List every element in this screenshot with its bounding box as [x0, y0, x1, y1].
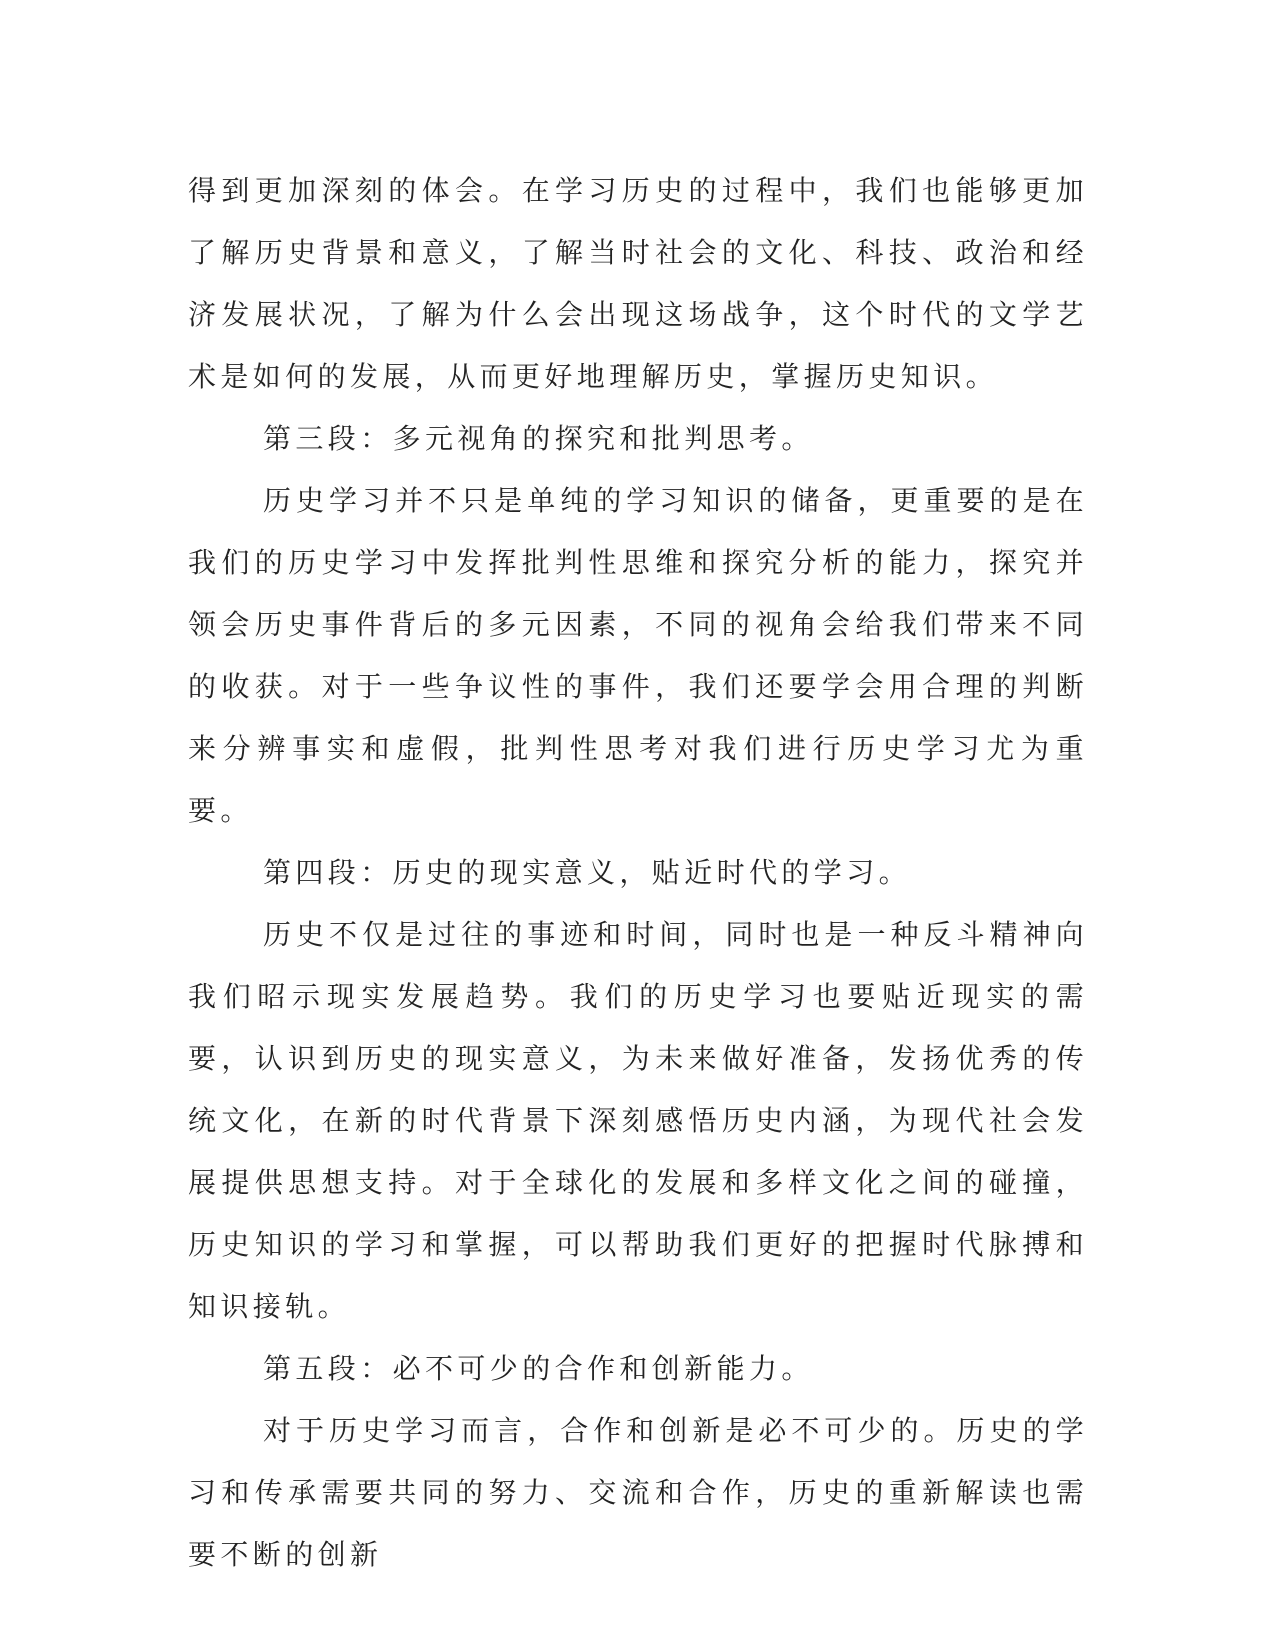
- paragraph-continuation: 得到更加深刻的体会。在学习历史的过程中，我们也能够更加了解历史背景和意义，了解当时社会的文化、科技、政治和经济发展状况，了解为什么会出现这场战争，这个时代的文学艺术是如何的发展，从而更好地理解历史，掌握历史知识。: [188, 174, 1088, 393]
- section-heading-3: 第三段：多元视角的探究和批判思考。: [263, 422, 814, 455]
- paragraph-section-4: 历史不仅是过往的事迹和时间，同时也是一种反斗精神向我们昭示现实发展趋势。我们的历史学习也要贴近现实的需要，认识到历史的现实意义，为未来做好准备，发扬优秀的传统文化，在新的时代背景下深刻感悟历史内涵，为现代社会发展提供思想支持。对于全球化的发展和多样文化之间的碰撞，历史知识的学习和掌握，可以帮助我们更好的把握时代脉搏和知识接轨。: [188, 918, 1088, 1323]
- paragraph-section-3: 历史学习并不只是单纯的学习知识的储备，更重要的是在我们的历史学习中发挥批判性思维和探究分析的能力，探究并领会历史事件背后的多元因素，不同的视角会给我们带来不同的收获。对于一些争议性的事件，我们还要学会用合理的判断来分辨事实和虚假，批判性思考对我们进行历史学习尤为重要。: [188, 484, 1088, 827]
- section-heading-5: 第五段：必不可少的合作和创新能力。: [263, 1352, 814, 1385]
- paragraph-section-5: 对于历史学习而言，合作和创新是必不可少的。历史的学习和传承需要共同的努力、交流和合作，历史的重新解读也需要不断的创新: [188, 1414, 1088, 1571]
- body-text: [188, 160, 1088, 1586]
- section-heading-4: 第四段：历史的现实意义，贴近时代的学习。: [263, 856, 912, 889]
